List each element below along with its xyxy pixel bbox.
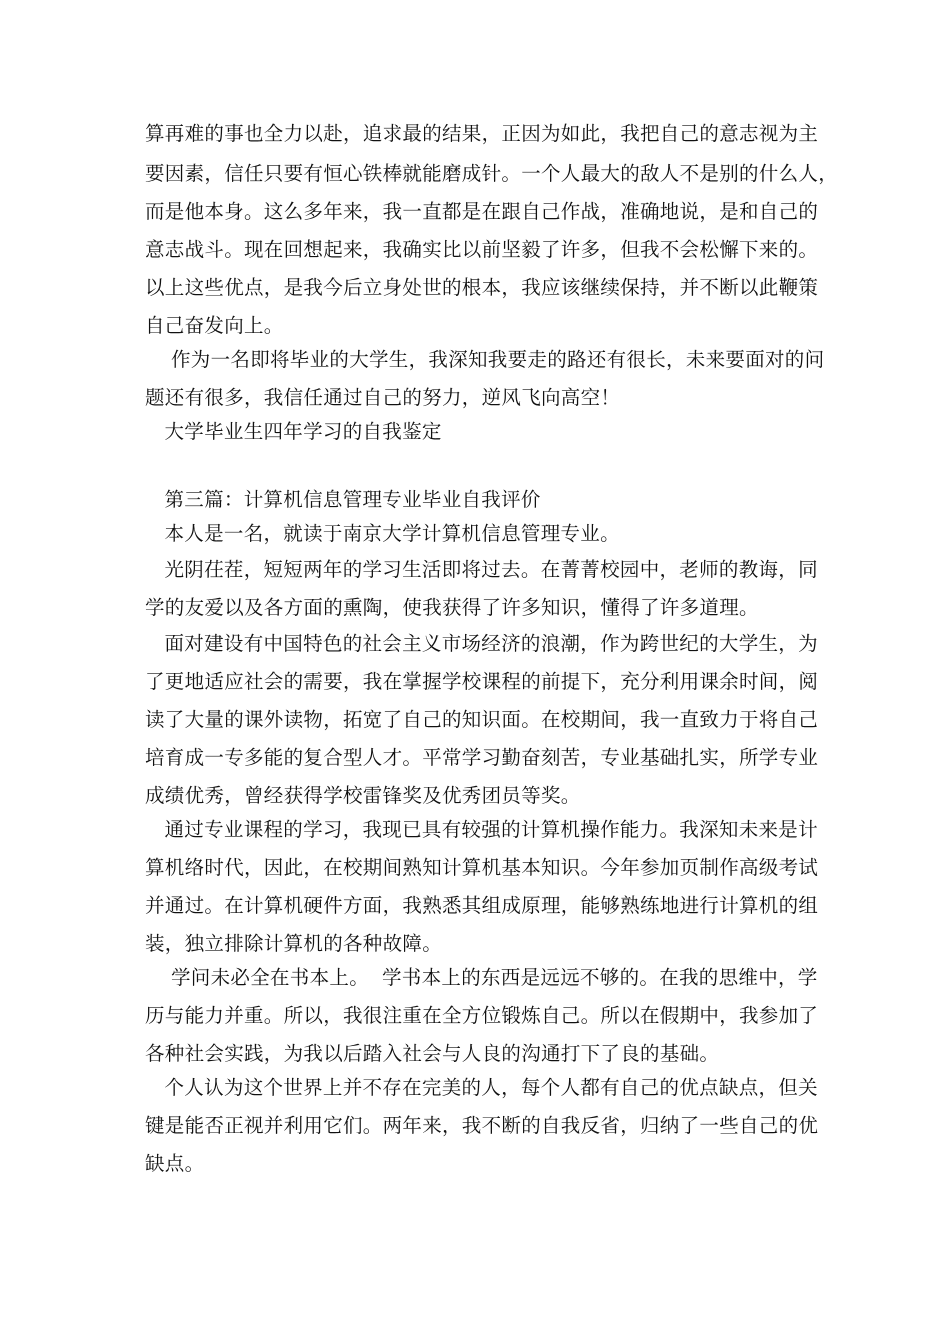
text-line-8: 题还有很多，我信任通过自己的努力，逆风飞向高空！ [145,386,621,409]
text-line-12: 光阴茌茬，短短两年的学习生活即将过去。在菁菁校园中，老师的教诲，同 [145,558,818,581]
text-line-6: 自己奋发向上。 [145,314,284,337]
text-line-15: 了更地适应社会的需要，我在掌握学校课程的前提下，充分利用课余时间，阅 [145,670,819,693]
text-line-14: 面对建设有中国特色的社会主义市场经济的浪潮，作为跨世纪的大学生，为 [145,632,818,655]
section-heading-2: 大学毕业生四年学习的自我鉴定 [145,420,442,443]
section-heading-3: 第三篇：计算机信息管理专业毕业自我评价 [145,488,541,511]
text-line-24: 历与能力并重。所以，我很注重在全方位锻炼自己。所以在假期中，我参加了 [145,1004,819,1027]
text-line-17: 培育成一专多能的复合型人才。平常学习勤奋刻苦，专业基础扎实，所学专业 [145,746,819,769]
text-line-16: 读了大量的课外读物，拓宽了自己的知识面。在校期间，我一直致力于将自己 [145,708,819,731]
text-line-25: 各种社会实践，为我以后踏入社会与人良的沟通打下了良的基础。 [145,1042,720,1065]
text-line-13: 学的友爱以及各方面的熏陶，使我获得了许多知识，懂得了许多道理。 [145,596,759,619]
text-line-28: 缺点。 [145,1152,205,1175]
text-line-5: 以上这些优点，是我今后立身处世的根本，我应该继续保持，并不断以此鞭策 [145,276,819,299]
text-line-11: 本人是一名，就读于南京大学计算机信息管理专业。 [145,522,620,545]
text-line-23: 学问未必全在书本上。 学书本上的东西是远远不够的。在我的思维中，学 [145,966,818,989]
text-line-20: 算机络时代，因此，在校期间熟知计算机基本知识。今年参加页制作高级考试 [145,856,819,879]
text-line-4: 意志战斗。现在回想起来，我确实比以前坚毅了许多，但我不会松懈下来的。 [145,238,819,261]
text-line-26: 个人认为这个世界上并不存在完美的人，每个人都有自己的优点缺点，但关 [145,1076,818,1099]
text-line-21: 并通过。在计算机硬件方面，我熟悉其组成原理，能够熟练地进行计算机的组 [145,894,819,917]
text-line-27: 键是能否正视并利用它们。两年来，我不断的自我反省，归纳了一些自己的优 [145,1114,819,1137]
text-line-3: 而是他本身。这么多年来，我一直都是在跟自己作战，准确地说，是和自己的 [145,200,819,223]
text-line-7: 作为一名即将毕业的大学生，我深知我要走的路还有很长，未来要面对的问 [145,348,825,371]
text-line-2: 要因素，信任只要有恒心铁棒就能磨成针。一个人最大的敌人不是别的什么人， [145,162,839,185]
text-line-22: 装，独立排除计算机的各种故障。 [145,932,443,955]
text-line-1: 算再难的事也全力以赴，追求最的结果，正因为如此，我把自己的意志视为主 [145,122,819,145]
text-line-18: 成绩优秀，曾经获得学校雷锋奖及优秀团员等奖。 [145,784,581,807]
text-line-19: 通过专业课程的学习，我现已具有较强的计算机操作能力。我深知未来是计 [145,818,818,841]
